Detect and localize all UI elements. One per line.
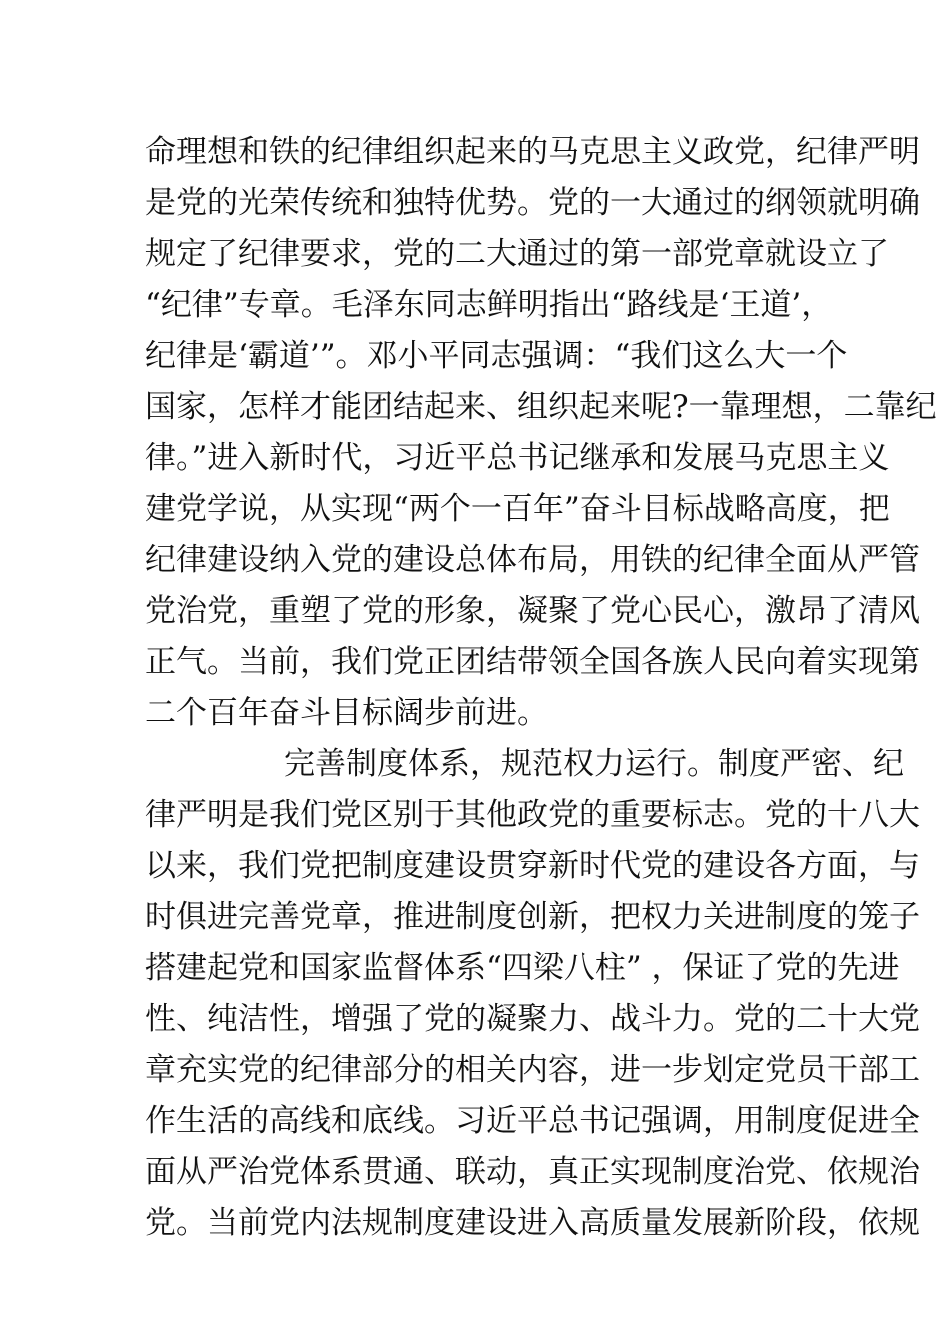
paragraph-2-line: 党。当前党内法规制度建设进入高质量发展新阶段，依规 <box>145 1205 920 1241</box>
paragraph-1-line: 律。”进入新时代，习近平总书记继承和发展马克思主义 <box>145 440 890 476</box>
paragraph-1-line: “纪律”专章。毛泽东同志鲜明指出“路线是‘王道’， <box>145 287 833 323</box>
paragraph-2-first-line: 完善制度体系，规范权力运行。制度严密、纪 <box>284 746 904 782</box>
paragraph-1-line: 纪律是‘霸道’”。邓小平同志强调：“我们这么大一个 <box>145 338 848 374</box>
paragraph-2-line: 面从严治党体系贯通、联动，真正实现制度治党、依规治 <box>145 1154 920 1190</box>
paragraph-1-line: 是党的光荣传统和独特优势。党的一大通过的纲领就明确 <box>145 185 920 221</box>
paragraph-1-line: 国家，怎样才能团结起来、组织起来呢?一靠理想，二靠纪 <box>145 389 937 425</box>
paragraph-2-line: 章充实党的纪律部分的相关内容，进一步划定党员干部工 <box>145 1052 920 1088</box>
paragraph-2-line: 性、纯洁性，增强了党的凝聚力、战斗力。党的二十大党 <box>145 1001 920 1037</box>
paragraph-2-line: 作生活的高线和底线。习近平总书记强调，用制度促进全 <box>145 1103 920 1139</box>
paragraph-1-line: 正气。当前，我们党正团结带领全国各族人民向着实现第 <box>145 644 920 680</box>
paragraph-1-line: 规定了纪律要求，党的二大通过的第一部党章就设立了 <box>145 236 889 272</box>
paragraph-1-line: 建党学说，从实现“两个一百年”奋斗目标战略高度，把 <box>145 491 890 527</box>
paragraph-1-line: 命理想和铁的纪律组织起来的马克思主义政党，纪律严明 <box>145 134 920 170</box>
paragraph-2-line: 搭建起党和国家监督体系“四梁八柱” ，保证了党的先进 <box>145 950 900 986</box>
paragraph-1-line: 党治党，重塑了党的形象，凝聚了党心民心，激昂了清风 <box>145 593 920 629</box>
paragraph-1-line: 二个百年奋斗目标阔步前进。 <box>145 695 548 731</box>
paragraph-1-line: 纪律建设纳入党的建设总体布局，用铁的纪律全面从严管 <box>145 542 920 578</box>
paragraph-2-line: 时俱进完善党章，推进制度创新，把权力关进制度的笼子 <box>145 899 920 935</box>
paragraph-2-line: 律严明是我们党区别于其他政党的重要标志。党的十八大 <box>145 797 920 833</box>
paragraph-2-line: 以来，我们党把制度建设贯穿新时代党的建设各方面，与 <box>145 848 920 884</box>
